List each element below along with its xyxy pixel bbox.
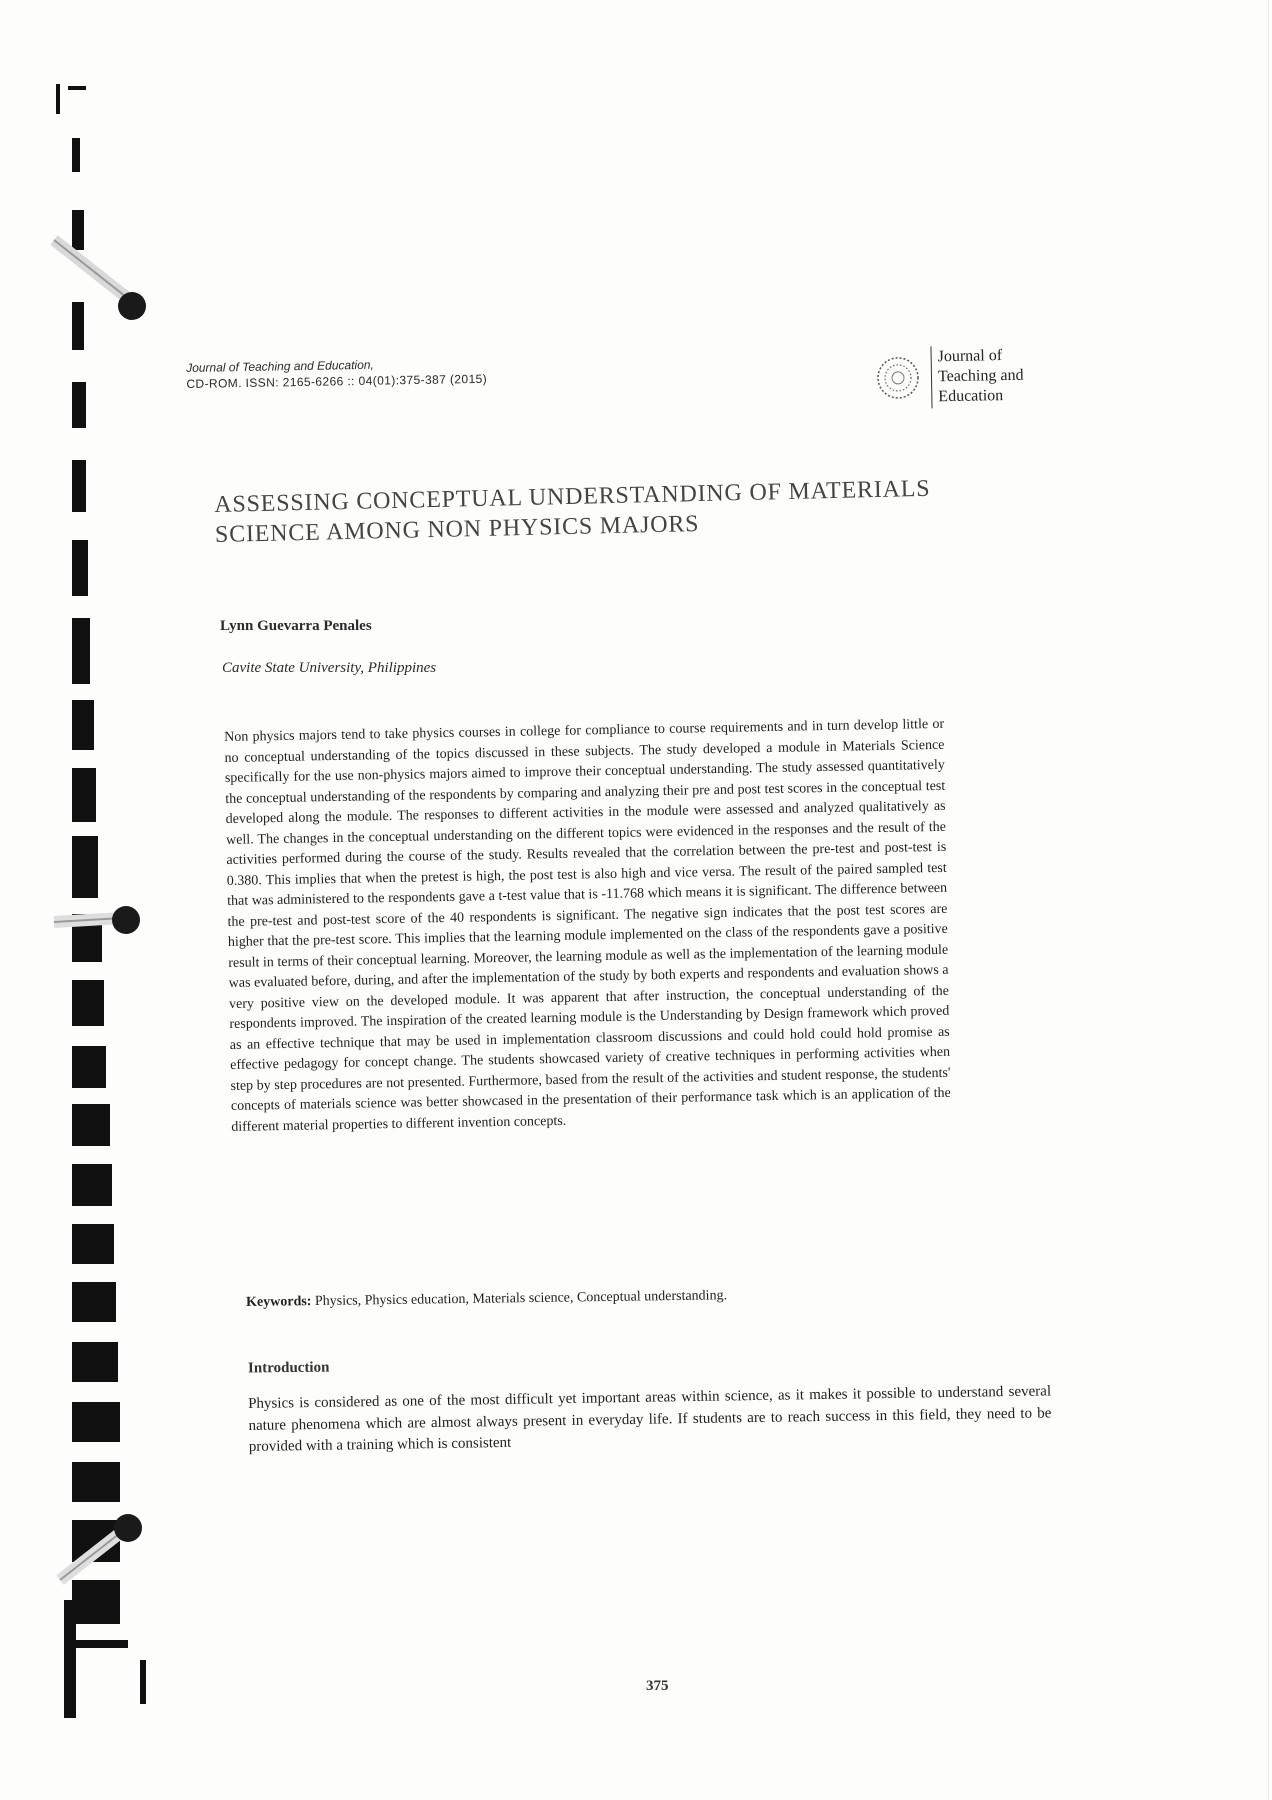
journal-citation: [186, 355, 487, 392]
paper-title: [214, 473, 975, 550]
logo-line-3: Education: [938, 387, 1004, 406]
spiral-binding: [0, 0, 200, 1800]
page-edge: [1268, 0, 1269, 1800]
logo-text: [937, 346, 1024, 407]
introduction-text: Physics is considered as one of the most difficult yet important areas within science, as it makes it possible to understand several nature phenomena which are almost always present in everyday life. If students are to reach success in this field, they need to be provided with a training which is consistent: [248, 1383, 1052, 1455]
author-affiliation: Cavite State University, Philippines: [222, 660, 437, 676]
journal-issn: CD-ROM. ISSN: 2165-6266 :: 04(01):375-387 (2015): [186, 371, 488, 391]
journal-emblem-icon: [875, 354, 922, 401]
title-line-2: SCIENCE AMONG NON PHYSICS MAJORS: [214, 511, 700, 548]
logo-line-2: Teaching and: [937, 366, 1024, 386]
page-number: 375: [646, 1678, 669, 1694]
title-line-1: ASSESSING CONCEPTUAL UNDERSTANDING OF MATERIALS: [214, 475, 931, 518]
logo-divider: [930, 346, 932, 408]
keywords-label: Keywords:: [246, 1294, 312, 1310]
keywords-list: Physics, Physics education, Materials science, Conceptual understanding.: [314, 1288, 728, 1310]
keywords: [246, 1285, 966, 1311]
journal-logo: [874, 345, 1024, 410]
section-heading-introduction: Introduction: [247, 1359, 330, 1377]
abstract-text: Non physics majors tend to take physics courses in college for compliance to course requirements and in turn develop little or no conceptual understanding of the topics discussed in these subjects. The study developed a module in Materials Science specifically for the use non-physics majors aimed to improve their conceptual understanding. The study assessed quantitatively the conceptual understanding of the respondents by comparing and analyzing their pre and post test scores in the conceptual test developed along the module. The responses to different activities in the module were assessed and analyzed qualitatively as well. The changes in the conceptual understanding on the different topics were evidenced in the responses and the result of the activities performed during the course of the study. Results revealed that the correlation between the pre-test and post-test is 0.380. This implies that when the pretest is high, the post test is also high and vice versa. The result of the paired sampled test that was administered to the respondents gave a t-test value that is -11.768 which means it is significant. The difference between the pre-test and post-test score of the 40 respondents is significant. The negative sign indicates that the post test scores are higher that the pre-test score. This implies that the learning module implemented on the class of the respondents gave a positive result in terms of their conceptual learning. Moreover, the learning module as well as the implementation of the learning module was evaluated before, during, and after the implementation of the study by both experts and respondents and evaluation shows a very positive view on the developed module. It was apparent that after instruction, the conceptual understanding of the respondents improved. The inspiration of the created learning module is the Understanding by Design framework which proved as an effective technique that may be used in implementation classroom discussions and could hold could hold promise as effective pedagogy for concept change. The students showcased variety of creative techniques in performing activities when step by step procedures are not presented. Furthermore, based from the result of the activities and student response, the students' concepts of materials science was better showcased in the presentation of their performance task which is an application of the different material properties to different invention concepts.: [224, 716, 951, 1135]
author-name: Lynn Guevarra Penales: [220, 618, 372, 634]
journal-name: Journal of Teaching and Education,: [186, 357, 374, 375]
logo-line-1: Journal of: [937, 347, 1003, 366]
